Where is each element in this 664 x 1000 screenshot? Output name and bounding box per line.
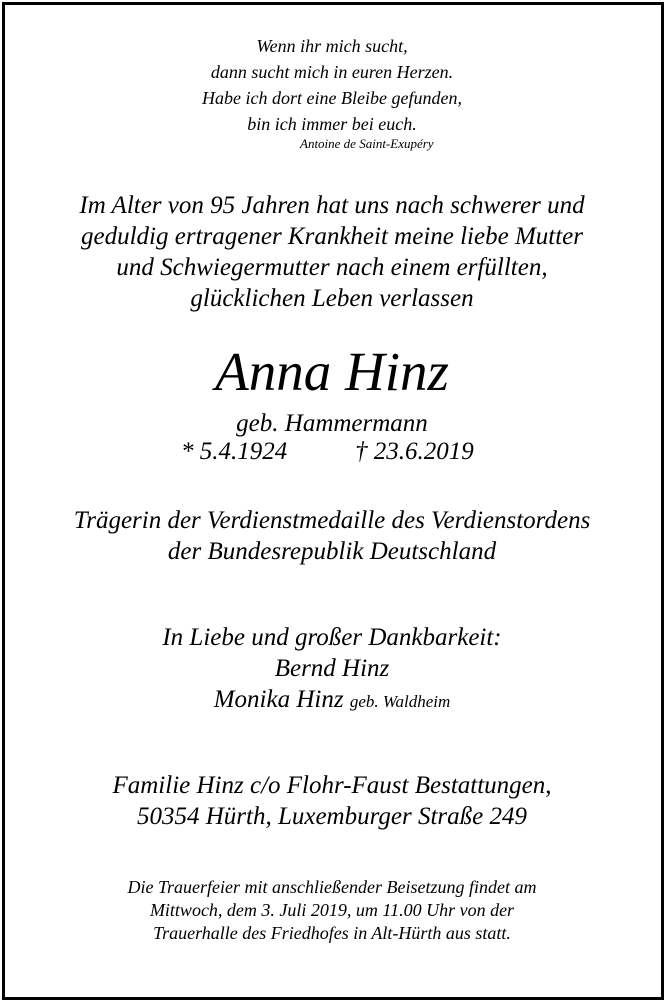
poem-quote [0, 33, 664, 137]
service-line: Mittwoch, dem 3. Juli 2019, um 11.00 Uhr von der [149, 900, 515, 920]
intro-line: glücklichen Leben verlassen [190, 285, 474, 312]
intro-text [0, 190, 664, 314]
address-line: 50354 Hürth, Luxemburger Straße 249 [136, 803, 528, 830]
intro-line: geduldig ertragener Krankheit meine liebe Mutter [81, 223, 583, 250]
contact-address [0, 770, 664, 832]
death-date: † 23.6.2019 [355, 438, 474, 465]
poem-author: Antoine de Saint-Exupéry [300, 136, 434, 151]
maiden-name: geb. Hammermann [236, 410, 428, 437]
poem-line: Habe ich dort eine Bleibe gefunden, [202, 88, 462, 108]
mourners-section [0, 622, 664, 717]
address-line: Familie Hinz c/o Flohr-Faust Bestattungen, [112, 772, 552, 799]
poem-line: Wenn ihr mich sucht, [256, 36, 408, 56]
mourner-maiden-name: geb. Waldheim [349, 692, 451, 711]
mourner-entry [0, 684, 664, 717]
poem-line: bin ich immer bei euch. [247, 114, 417, 134]
mourner-name: Bernd Hinz [274, 655, 390, 682]
intro-line: Im Alter von 95 Jahren hat uns nach schwerer und [79, 192, 585, 219]
poem-line: dann sucht mich in euren Herzen. [210, 62, 454, 82]
intro-line: und Schwiegermutter nach einem erfüllten, [116, 254, 548, 281]
mourner-name: Monika Hinz [213, 686, 344, 713]
service-line: Die Trauerfeier mit anschließender Beisetzung findet am [127, 877, 537, 897]
award-line: Trägerin der Verdienstmedaille des Verdienstordens [73, 507, 591, 534]
mourners-heading: In Liebe und großer Dankbarkeit: [162, 624, 502, 651]
award-text [0, 505, 664, 567]
funeral-service-note [0, 876, 664, 945]
service-line: Trauerhalle des Friedhofes in Alt-Hürth aus statt. [153, 923, 511, 943]
birth-date: * 5.4.1924 [181, 438, 288, 465]
award-line: der Bundesrepublik Deutschland [167, 538, 497, 565]
deceased-name: Anna Hinz [215, 341, 449, 402]
